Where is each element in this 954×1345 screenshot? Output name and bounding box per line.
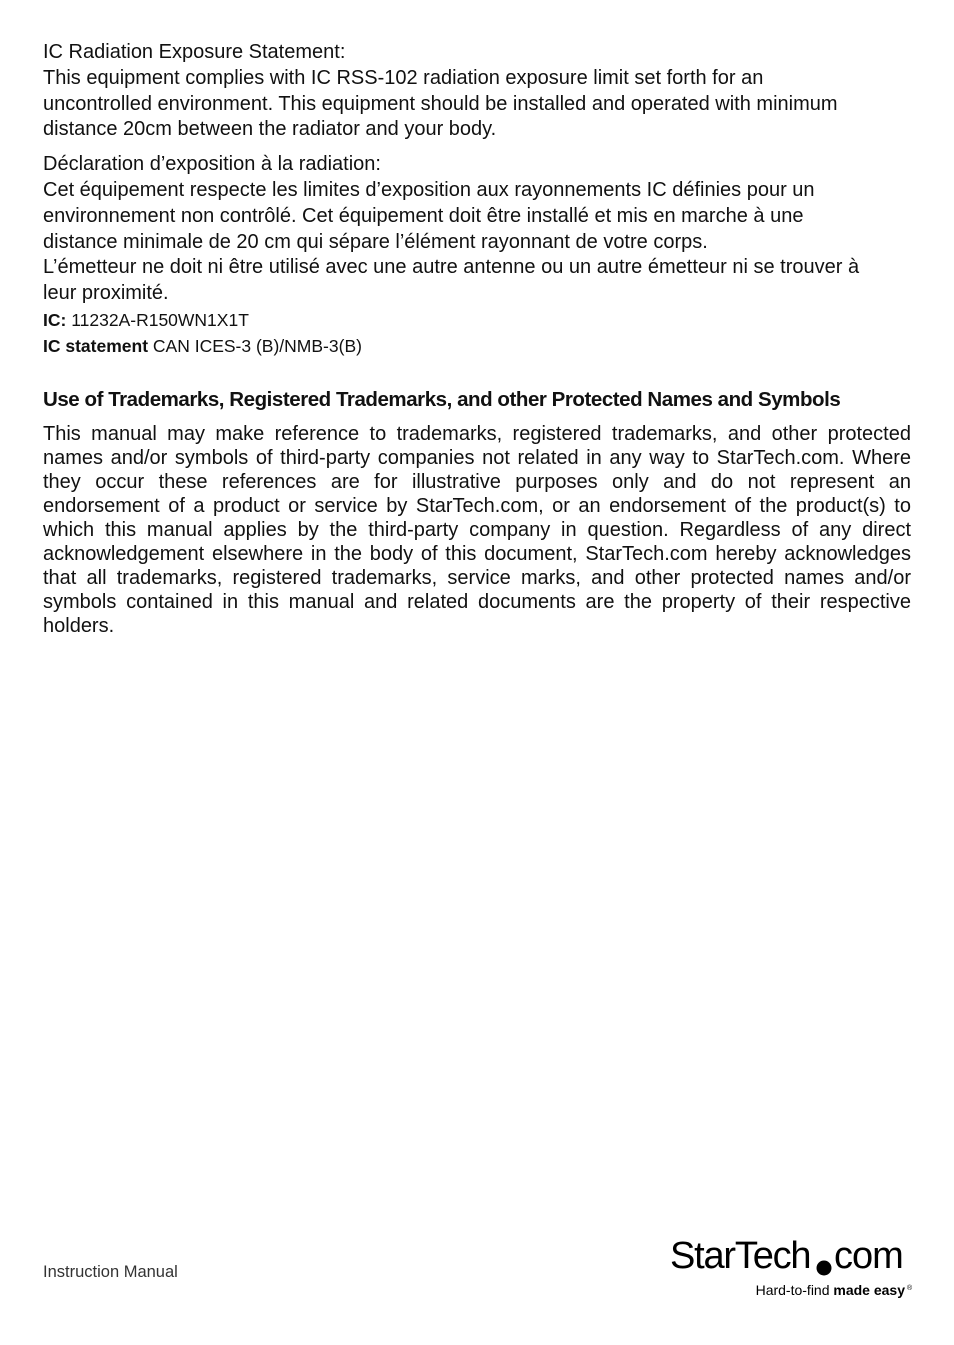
trademarks-body: This manual may make reference to trademarks, registered trademarks, and other protected names and/or symbols of third-party companies not related in any way to StarTech.com. Where they occur these references are for illustrative purposes only and do not represent an endorsement of a product or service by StarTech.com, or an endorsement of the product(s) to which this manual applies by the third-party company in question. Regardless of any direct acknowledgement elsewhere in the body of this document, StarTech.com hereby acknowledges that all trademarks, registered trademarks, service marks, and other protected names and/or symbols contained in this manual and related documents are the property of their respective holders. [43,422,911,637]
ic-english-line: uncontrolled environment. This equipment should be installed and operated with minimum [43,92,838,115]
ic-french-title: Déclaration d’exposition à la radiation: [43,153,381,176]
ic-english-line: This equipment complies with IC RSS-102 radiation exposure limit set forth for an [43,66,764,89]
ic-french-line: distance minimale de 20 cm qui sépare l’élément rayonnant de votre corps. [43,230,708,253]
logo-brand-suffix: com [834,1235,903,1277]
ic-french-line: L’émetteur ne doit ni être utilisé avec une autre antenne ou un autre émetteur ni se trouver à [43,256,860,279]
logo-brand-main: StarTech [670,1235,811,1277]
trademarks-heading: Use of Trademarks, Registered Trademarks, and other Protected Names and Symbols [43,387,841,411]
logo-dot-icon [817,1261,832,1276]
startech-logo [668,1230,918,1310]
logo-tagline-bold: made easy [833,1282,905,1298]
ic-english-line: distance 20cm between the radiator and your body. [43,118,497,141]
ic-french-statement [43,152,911,307]
ic-english-statement [43,40,911,143]
logo-registered-mark: ® [907,1285,913,1292]
document-page [43,40,911,638]
ic-id-line [43,307,911,333]
logo-tagline [756,1282,906,1298]
ic-french-line: environnement non contrôlé. Cet équipement doit être installé et mis en marche à une [43,204,804,227]
ic-statement-label: IC statement [43,335,149,356]
footer-instruction-manual: Instruction Manual [43,1263,178,1281]
ic-statement-value: CAN ICES-3 (B)/NMB-3(B) [152,335,362,356]
ic-statement-line [43,333,911,359]
ic-id-label: IC: [43,309,67,330]
ic-french-line: leur proximité. [43,282,169,305]
logo-tagline-regular: Hard-to-find [755,1282,834,1298]
ic-english-title: IC Radiation Exposure Statement: [43,41,346,63]
ic-id-value: 11232A-R150WN1X1T [71,309,249,330]
ic-french-line: Cet équipement respecte les limites d’exposition aux rayonnements IC définies pour un [43,178,815,201]
